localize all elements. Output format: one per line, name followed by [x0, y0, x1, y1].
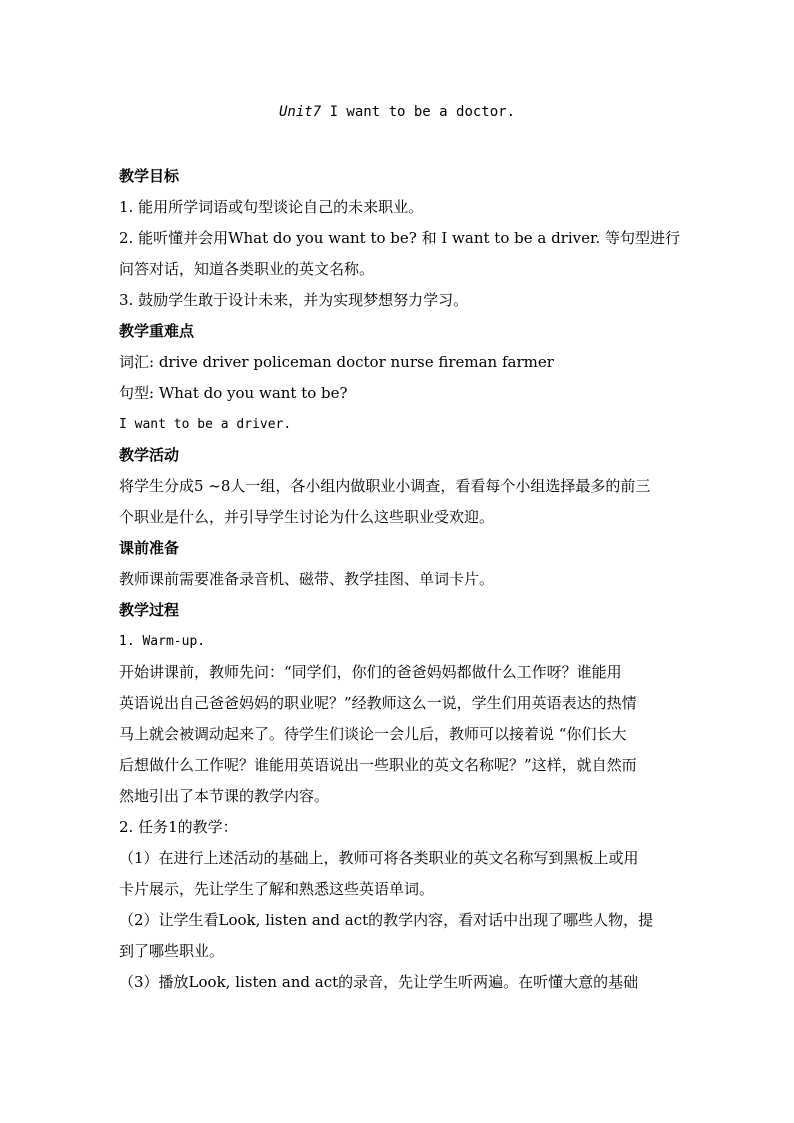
objective-line: 3. 鼓励学生敢于设计未来，并为实现梦想努力学习。 — [119, 291, 469, 309]
warmup-line: 马上就会被调动起来了。待学生们谈论一会儿后，教师可以接着说 “你们长大 — [119, 725, 627, 743]
section-heading-key-points: 教学重难点 — [119, 322, 195, 340]
warmup-line: 然地引出了本节课的教学内容。 — [119, 787, 330, 805]
task-label: 2. 任务1的教学： — [119, 818, 238, 836]
title-sentence: I want to be a doctor. — [329, 104, 516, 120]
vocab-line: 词汇: drive driver policeman doctor nurse fireman farmer — [119, 353, 554, 371]
task-line: （1）在进行上述活动的基础上，教师可将各类职业的英文名称写到黑板上或用 — [119, 849, 639, 867]
prep-line: 教师课前需要准备录音机、磁带、教学挂图、单词卡片。 — [119, 570, 495, 588]
section-heading-process: 教学过程 — [119, 601, 180, 619]
section-heading-activity: 教学活动 — [119, 446, 180, 464]
section-heading-prep: 课前准备 — [119, 539, 180, 557]
document-body — [119, 161, 679, 998]
section-heading-objectives: 教学目标 — [119, 167, 180, 185]
objective-line: 问答对话，知道各类职业的英文名称。 — [119, 260, 375, 278]
document-title — [0, 100, 794, 124]
objective-line: 1. 能用所学词语或句型谈论自己的未来职业。 — [119, 198, 424, 216]
warmup-line: 英语说出自己爸爸妈妈的职业呢？”经教师这么一说，学生们用英语表达的热情 — [119, 694, 637, 712]
warmup-line: 开始讲课前，教师先问：“同学们，你们的爸爸妈妈都做什么工作呀？谁能用 — [119, 663, 622, 681]
task-line: 到了哪些职业。 — [119, 942, 225, 960]
task-line: （2）让学生看Look, listen and act的教学内容，看对话中出现了哪些人物，提 — [119, 911, 654, 929]
warmup-label: 1. Warm-up. — [119, 634, 206, 649]
task-line: 卡片展示，先让学生了解和熟悉这些英语单词。 — [119, 880, 435, 898]
pattern-line: 句型: What do you want to be? — [119, 384, 348, 402]
pattern-example: I want to be a driver. — [119, 417, 292, 432]
activity-line: 个职业是什么，并引导学生讨论为什么这些职业受欢迎。 — [119, 508, 495, 526]
objective-line: 2. 能听懂并会用What do you want to be? 和 I want to be a driver. 等句型进行 — [119, 229, 681, 247]
activity-line: 将学生分成5 ~8人一组，各小组内做职业小调查，看看每个小组选择最多的前三 — [119, 477, 651, 495]
task-line: （3）播放Look, listen and act的录音，先让学生听两遍。在听懂大意的基础 — [119, 973, 639, 991]
unit-label: Unit7 — [278, 104, 322, 120]
warmup-line: 后想做什么工作呢？谁能用英语说出一些职业的英文名称呢？”这样，就自然而 — [119, 756, 637, 774]
